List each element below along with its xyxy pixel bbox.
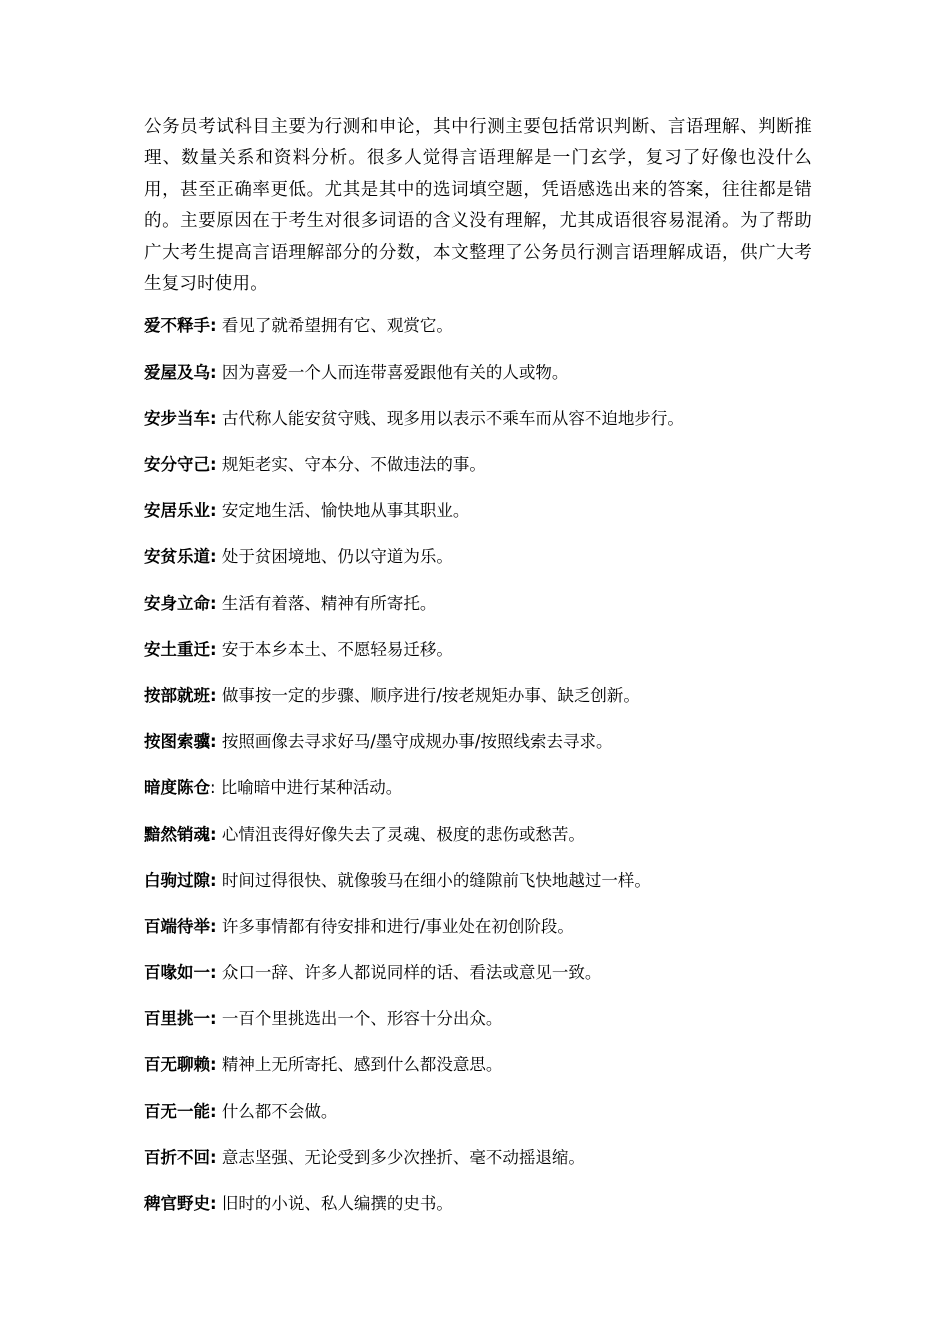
- idiom-term: 百折不回: [144, 1147, 210, 1167]
- idiom-entry: [144, 1101, 812, 1147]
- idiom-entry: [144, 408, 812, 454]
- idiom-term: 百无聊赖: [144, 1055, 210, 1075]
- idiom-definition: 规矩老实、守本分、不做违法的事。: [216, 455, 486, 474]
- idiom-term: 百端待举: [144, 916, 210, 936]
- idiom-entry: [144, 1008, 812, 1054]
- idiom-term: 稗官野史: [144, 1194, 210, 1213]
- idiom-term: 白驹过隙: [144, 870, 210, 890]
- idiom-colon: :: [210, 455, 217, 474]
- idiom-entry: [144, 870, 812, 916]
- idiom-definition: 做事按一定的步骤、顺序进行/按老规矩办事、缺乏创新。: [216, 685, 640, 705]
- idiom-definition: 时间过得很快、就像骏马在细小的缝隙前飞快地越过一样。: [216, 870, 651, 890]
- document-page: [144, 112, 812, 1239]
- idiom-term: 按图索骥: [144, 732, 210, 752]
- idiom-definition: 生活有着落、精神有所寄托。: [216, 593, 437, 613]
- idiom-term: 百里挑一: [144, 1009, 210, 1029]
- idiom-definition: 旧时的小说、私人编撰的史书。: [216, 1194, 453, 1213]
- intro-paragraph: 公务员考试科目主要为行测和申论，其中行测主要包括常识判断、言语理解、判断推理、数量关系和资料分析。很多人觉得言语理解是一门玄学，复习了好像也没什么用，甚至正确率更低。尤其是其中的选词填空题，凭语感选出来的答案，往往都是错的。主要原因在于考生对很多词语的含义没有理解，尤其成语很容易混淆。为了帮助广大考生提高言语理解部分的分数，本文整理了公务员行测言语理解成语，供广大考生复习时使用。: [144, 117, 812, 295]
- idiom-definition: 古代称人能安贫守贱、现多用以表示不乘车而从容不迫地步行。: [216, 408, 684, 428]
- idiom-colon: :: [210, 547, 217, 567]
- idiom-entry: [144, 1193, 812, 1239]
- idiom-term: 按部就班: [144, 685, 210, 705]
- idiom-term: 爱屋及乌: [144, 362, 210, 382]
- idiom-entry: [144, 546, 812, 592]
- idiom-colon: :: [210, 639, 217, 659]
- idiom-colon: :: [210, 1101, 217, 1121]
- idiom-colon: :: [210, 732, 217, 752]
- idiom-entry: [144, 639, 812, 685]
- idiom-entry: [144, 593, 812, 639]
- idiom-definition: 众口一辞、许多人都说同样的话、看法或意见一致。: [216, 963, 602, 983]
- idiom-entry: [144, 500, 812, 546]
- idiom-definition: 安定地生活、愉快地从事其职业。: [216, 501, 470, 521]
- idiom-entry: [144, 454, 812, 500]
- idiom-entry: [144, 1054, 812, 1100]
- idiom-colon: :: [210, 1147, 217, 1167]
- idiom-term: 暗度陈仓: [144, 778, 210, 798]
- idiom-entry: [144, 731, 812, 777]
- idiom-entry: [144, 1147, 812, 1193]
- idiom-colon: :: [210, 1055, 217, 1075]
- idiom-term: 安分守己: [144, 455, 210, 474]
- idiom-definition: 按照画像去寻求好马/墨守成规办事/按照线索去寻求。: [216, 732, 613, 752]
- idiom-list: [144, 315, 812, 1239]
- idiom-definition: 看见了就希望拥有它、观赏它。: [216, 316, 453, 336]
- idiom-colon: :: [210, 501, 217, 521]
- idiom-term: 黯然销魂: [144, 824, 210, 844]
- idiom-definition: 许多事情都有待安排和进行/事业处在初创阶段。: [216, 916, 574, 936]
- idiom-colon: :: [210, 824, 217, 844]
- idiom-entry: [144, 916, 812, 962]
- idiom-term: 安土重迁: [144, 639, 210, 659]
- idiom-colon: :: [210, 963, 217, 983]
- idiom-definition: 一百个里挑选出一个、形容十分出众。: [216, 1009, 503, 1029]
- idiom-definition: 意志坚强、无论受到多少次挫折、毫不动摇退缩。: [216, 1147, 585, 1167]
- idiom-definition: 处于贫困境地、仍以守道为乐。: [216, 547, 453, 567]
- idiom-term: 安贫乐道: [144, 547, 210, 567]
- idiom-entry: [144, 962, 812, 1008]
- idiom-definition: 心情沮丧得好像失去了灵魂、极度的悲伤或愁苦。: [216, 824, 585, 844]
- idiom-entry: [144, 362, 812, 408]
- idiom-entry: [144, 824, 812, 870]
- idiom-colon: :: [210, 316, 217, 336]
- idiom-colon: :: [210, 778, 216, 798]
- idiom-colon: :: [210, 870, 217, 890]
- idiom-colon: :: [210, 593, 217, 613]
- idiom-entry: [144, 315, 812, 361]
- idiom-term: 爱不释手: [144, 316, 210, 336]
- idiom-definition: 什么都不会做。: [216, 1101, 338, 1121]
- idiom-colon: :: [210, 916, 217, 936]
- idiom-term: 安身立命: [144, 593, 210, 613]
- idiom-term: 百无一能: [144, 1101, 210, 1121]
- idiom-definition: 安于本乡本土、不愿轻易迁移。: [216, 639, 453, 659]
- idiom-colon: :: [210, 1009, 217, 1029]
- idiom-colon: :: [210, 362, 217, 382]
- idiom-definition: 比喻暗中进行某种活动。: [215, 778, 403, 798]
- idiom-definition: 精神上无所寄托、感到什么都没意思。: [216, 1055, 503, 1075]
- idiom-entry: [144, 777, 812, 823]
- idiom-entry: [144, 685, 812, 731]
- idiom-term: 百喙如一: [144, 963, 210, 983]
- idiom-term: 安居乐业: [144, 501, 210, 521]
- idiom-colon: :: [210, 685, 217, 705]
- idiom-term: 安步当车: [144, 408, 210, 428]
- idiom-definition: 因为喜爱一个人而连带喜爱跟他有关的人或物。: [216, 362, 569, 382]
- idiom-colon: :: [210, 1194, 217, 1213]
- idiom-colon: :: [210, 408, 217, 428]
